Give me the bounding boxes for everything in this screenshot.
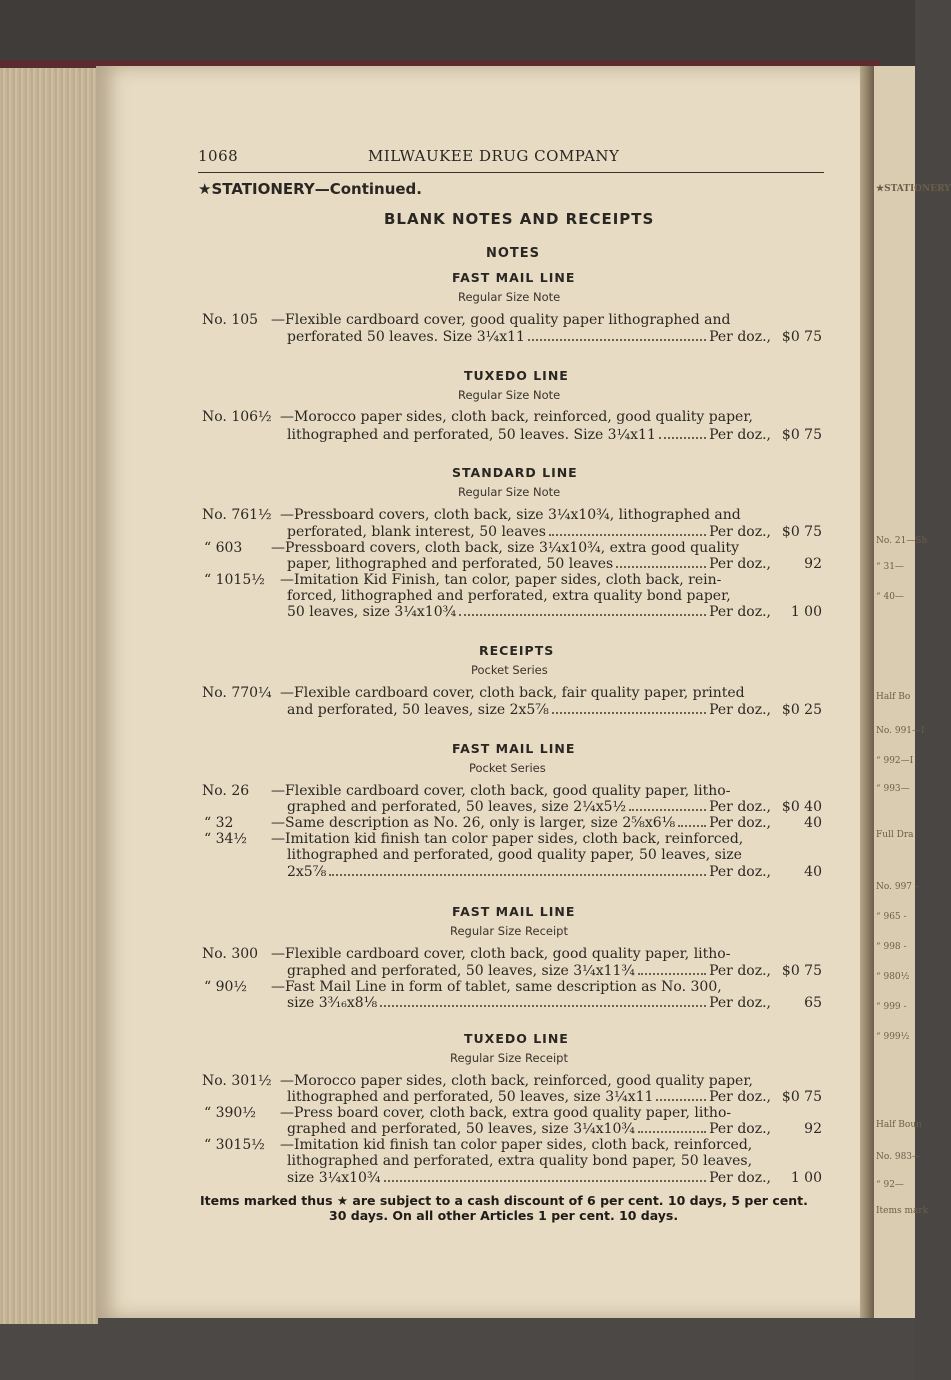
dot-leader <box>552 712 706 714</box>
item-description: and perforated, 50 leaves, size 2x5⅞ <box>287 702 549 718</box>
item-priced-line <box>287 604 771 620</box>
discount-note-continued: 30 days. On all other Articles 1 per cent. 10 days. <box>329 1208 679 1223</box>
item-description: —Morocco paper sides, cloth back, reinforced, good quality paper, <box>280 1073 753 1089</box>
item-price: $0 40 <box>781 799 822 815</box>
item-unit: Per doz., <box>709 556 771 572</box>
item-description: 2x5⅞ <box>287 864 327 880</box>
item-description: —Imitation Kid Finish, tan color, paper sides, cloth back, rein- <box>280 572 722 588</box>
notes-heading: NOTES <box>486 246 541 261</box>
item-description: lithographed and perforated, 50 leaves, size 3¼x11 <box>287 1089 654 1105</box>
dot-leader <box>528 339 706 341</box>
item-unit: Per doz., <box>709 524 771 540</box>
item-unit: Per doz., <box>709 329 771 345</box>
page-gutter <box>860 66 874 1318</box>
group-title: FAST MAIL LINE <box>452 270 576 285</box>
next-page-fragment: Half Bo <box>876 692 911 702</box>
item-price: 1 00 <box>790 604 822 620</box>
item-price: 40 <box>804 815 822 831</box>
item-number: “ 1015½ <box>204 572 265 588</box>
item-description: —Press board cover, cloth back, extra good quality paper, litho- <box>280 1105 732 1121</box>
book-page-edges <box>0 62 98 1324</box>
section-title: ★STATIONERY—Continued. <box>198 180 422 198</box>
next-page-fragment: “ 965 - <box>876 912 907 922</box>
item-unit: Per doz., <box>709 799 771 815</box>
next-page-fragment: Half Boun <box>876 1120 922 1130</box>
group-title: RECEIPTS <box>479 643 555 658</box>
next-page-fragment: ★STATIONERY <box>876 184 951 194</box>
item-unit: Per doz., <box>709 1121 771 1137</box>
item-price: $0 75 <box>781 1089 822 1105</box>
running-header: MILWAUKEE DRUG COMPANY <box>368 147 620 165</box>
main-title: BLANK NOTES AND RECEIPTS <box>384 210 655 228</box>
item-description: —Flexible cardboard cover, cloth back, fair quality paper, printed <box>280 685 745 701</box>
item-description: —Same description as No. 26, only is larger, size 2⅝x6⅛ <box>271 815 676 831</box>
item-number: No. 26 <box>202 783 250 799</box>
item-number: No. 301½ <box>202 1073 272 1089</box>
item-number: “ 34½ <box>204 831 247 847</box>
item-unit: Per doz., <box>709 427 771 443</box>
item-price: 1 00 <box>790 1170 822 1186</box>
item-number: No. 106½ <box>202 409 272 425</box>
item-priced-line <box>287 702 771 718</box>
group-subtitle: Regular Size Receipt <box>450 924 568 938</box>
next-page-fragment: “ 980½ <box>876 972 910 982</box>
dot-leader <box>629 809 706 811</box>
dot-leader <box>616 566 706 568</box>
item-unit: Per doz., <box>709 702 771 718</box>
group-subtitle: Pocket Series <box>471 663 548 677</box>
dot-leader <box>384 1180 707 1182</box>
item-description: size 3³⁄₁₆x8⅛ <box>287 995 378 1011</box>
item-description: forced, lithographed and perforated, extra quality bond paper, <box>287 588 731 604</box>
item-description: size 3¼x10¾ <box>287 1170 381 1186</box>
item-unit: Per doz., <box>709 864 771 880</box>
dot-leader <box>459 614 706 616</box>
item-priced-line <box>287 864 771 880</box>
item-number: “ 32 <box>204 815 234 831</box>
item-price: $0 75 <box>781 524 822 540</box>
item-priced-line <box>287 329 771 345</box>
item-price: 92 <box>804 556 822 572</box>
item-priced-line <box>287 799 771 815</box>
item-description: perforated, blank interest, 50 leaves <box>287 524 546 540</box>
item-unit: Per doz., <box>709 815 771 831</box>
item-description: graphed and perforated, 50 leaves, size 2¼x5½ <box>287 799 627 815</box>
item-unit: Per doz., <box>709 1089 771 1105</box>
group-subtitle: Regular Size Note <box>458 290 561 304</box>
next-page-fragment: “ 998 - <box>876 942 907 952</box>
item-number: No. 761½ <box>202 507 272 523</box>
dot-leader <box>638 1131 706 1133</box>
item-description: —Fast Mail Line in form of tablet, same description as No. 300, <box>271 979 722 995</box>
group-title: TUXEDO LINE <box>464 368 569 383</box>
item-description: lithographed and perforated, 50 leaves. Size 3¼x11 <box>287 427 656 443</box>
item-description: graphed and perforated, 50 leaves, size 3¼x10¾ <box>287 1121 635 1137</box>
next-page-fragment: No. 21—Sh <box>876 536 928 546</box>
group-title: FAST MAIL LINE <box>452 741 576 756</box>
next-page-fragment: “ 92— <box>876 1180 904 1190</box>
item-description: —Flexible cardboard cover, cloth back, good quality paper, litho- <box>271 946 731 962</box>
item-number: “ 390½ <box>204 1105 256 1121</box>
item-unit: Per doz., <box>709 995 771 1011</box>
next-page-fragment: “ 40— <box>876 592 904 602</box>
item-priced-line <box>287 1170 771 1186</box>
next-page-fragment: Items mark <box>876 1206 929 1216</box>
item-description: —Imitation kid finish tan color paper sides, cloth back, reinforced, <box>271 831 744 847</box>
item-description: lithographed and perforated, good quality paper, 50 leaves, size <box>287 847 742 863</box>
item-description: —Flexible cardboard cover, cloth back, good quality paper, litho- <box>271 783 731 799</box>
item-number: “ 603 <box>204 540 243 556</box>
item-number: “ 90½ <box>204 979 247 995</box>
item-price: $0 75 <box>781 427 822 443</box>
group-subtitle: Regular Size Note <box>458 388 561 402</box>
item-description: lithographed and perforated, extra quality bond paper, 50 leaves, <box>287 1153 753 1169</box>
next-page-fragment: “ 31— <box>876 562 904 572</box>
next-page-fragment: “ 993— <box>876 784 910 794</box>
item-number: “ 3015½ <box>204 1137 265 1153</box>
item-price: $0 75 <box>781 329 822 345</box>
dot-leader <box>659 437 706 439</box>
item-price: 40 <box>804 864 822 880</box>
dot-leader <box>380 1005 706 1007</box>
item-unit: Per doz., <box>709 1170 771 1186</box>
background-surface-bottom <box>0 1318 915 1380</box>
item-description: 50 leaves, size 3¼x10¾ <box>287 604 457 620</box>
group-title: TUXEDO LINE <box>464 1031 569 1046</box>
item-priced-line <box>287 556 771 572</box>
item-price: $0 75 <box>781 963 822 979</box>
next-page-fragment: Full Dra <box>876 830 914 840</box>
item-priced-line <box>287 427 771 443</box>
item-description: —Imitation kid finish tan color paper sides, cloth back, reinforced, <box>280 1137 753 1153</box>
next-page-fragment: No. 991—I <box>876 726 925 736</box>
item-number: No. 770¼ <box>202 685 272 701</box>
item-description: —Pressboard covers, cloth back, size 3¼x10¾, extra good quality <box>271 540 739 556</box>
item-description: —Morocco paper sides, cloth back, reinforced, good quality paper, <box>280 409 753 425</box>
item-description: perforated 50 leaves. Size 3¼x11 <box>287 329 525 345</box>
group-title: FAST MAIL LINE <box>452 904 576 919</box>
discount-note: Items marked thus ★ are subject to a cash discount of 6 per cent. 10 days, 5 per cent. <box>200 1193 808 1208</box>
group-title: STANDARD LINE <box>452 465 578 480</box>
dot-leader <box>329 874 706 876</box>
next-page-fragment: “ 999 - <box>876 1002 907 1012</box>
header-rule <box>198 172 824 173</box>
item-description: paper, lithographed and perforated, 50 leaves <box>287 556 614 572</box>
item-description: graphed and perforated, 50 leaves, size 3¼x11¾ <box>287 963 635 979</box>
next-page-fragment: “ 999½ <box>876 1032 910 1042</box>
item-priced-line <box>287 1089 771 1105</box>
next-page-fragment: No. 997 – <box>876 882 920 892</box>
item-unit: Per doz., <box>709 604 771 620</box>
dot-leader <box>549 534 706 536</box>
group-subtitle: Pocket Series <box>469 761 546 775</box>
item-priced-line <box>287 963 771 979</box>
item-priced-line <box>287 524 771 540</box>
item-number: No. 105 <box>202 312 259 328</box>
dot-leader <box>656 1099 706 1101</box>
item-description: —Flexible cardboard cover, good quality paper lithographed and <box>271 312 731 328</box>
item-price: 65 <box>804 995 822 1011</box>
item-price: $0 25 <box>781 702 822 718</box>
item-priced-line <box>287 1121 771 1137</box>
next-page-edge <box>874 66 951 1318</box>
group-subtitle: Regular Size Receipt <box>450 1051 568 1065</box>
dot-leader <box>678 825 706 827</box>
item-number: No. 300 <box>202 946 259 962</box>
page-number: 1068 <box>198 147 239 165</box>
dot-leader <box>638 973 706 975</box>
group-subtitle: Regular Size Note <box>458 485 561 499</box>
item-unit: Per doz., <box>709 963 771 979</box>
next-page-fragment: No. 983— <box>876 1152 922 1162</box>
next-page-fragment: “ 992—I <box>876 756 914 766</box>
item-priced-line <box>204 815 771 831</box>
item-description: —Pressboard covers, cloth back, size 3¼x10¾, lithographed and <box>280 507 741 523</box>
item-price: 92 <box>804 1121 822 1137</box>
item-priced-line <box>287 995 771 1011</box>
